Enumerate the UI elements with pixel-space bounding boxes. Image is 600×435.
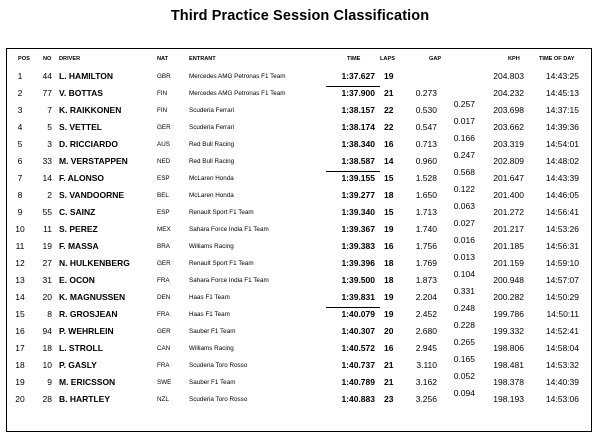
- entrant-cell: Sauber F1 Team: [189, 379, 236, 386]
- entrant-cell: Sahara Force India F1 Team: [189, 277, 269, 284]
- gap-cell: 1.713: [415, 207, 437, 217]
- table-row: [0, 323, 600, 340]
- car-number-cell: 14: [42, 173, 52, 183]
- position-cell: 17: [15, 343, 25, 353]
- time-of-day-cell: 14:45:13: [545, 88, 579, 98]
- table-row: [0, 391, 600, 408]
- header-kph: KPH: [508, 56, 520, 62]
- speed-cell: 203.662: [493, 122, 524, 132]
- speed-cell: 198.378: [493, 377, 524, 387]
- driver-name-cell: M. ERICSSON: [59, 377, 116, 387]
- car-number-cell: 10: [42, 360, 52, 370]
- gap-cell: 1.528: [415, 173, 437, 183]
- position-cell: 5: [17, 139, 23, 149]
- entrant-cell: Sahara Force India F1 Team: [189, 226, 269, 233]
- position-cell: 18: [15, 360, 25, 370]
- table-row: [0, 238, 600, 255]
- nationality-cell: NED: [157, 158, 171, 165]
- gap-cell: 0.960: [415, 156, 437, 166]
- nationality-cell: AUS: [157, 141, 170, 148]
- interval-value: 0.104: [453, 269, 475, 279]
- table-row: [0, 68, 600, 85]
- header-driver: DRIVER: [59, 56, 81, 62]
- position-cell: 14: [15, 292, 25, 302]
- entrant-cell: Scuderia Ferrari: [189, 107, 235, 114]
- nationality-cell: GBR: [157, 73, 171, 80]
- car-number-cell: 9: [47, 377, 52, 387]
- driver-name-cell: S. VANDOORNE: [59, 190, 125, 200]
- interval-value: 0.017: [453, 116, 475, 126]
- car-number-cell: 94: [42, 326, 52, 336]
- entrant-cell: Scuderia Toro Rosso: [189, 362, 248, 369]
- driver-name-cell: D. RICCIARDO: [59, 139, 119, 149]
- speed-cell: 201.217: [493, 224, 524, 234]
- car-number-cell: 2: [47, 190, 52, 200]
- table-row: [0, 136, 600, 153]
- driver-name-cell: M. VERSTAPPEN: [59, 156, 128, 166]
- interval-value: 0.122: [453, 184, 475, 194]
- interval-value: 0.228: [453, 320, 475, 330]
- gap-cell: 1.769: [415, 258, 437, 268]
- speed-cell: 200.948: [493, 275, 524, 285]
- position-cell: 2: [17, 88, 23, 98]
- car-number-cell: 5: [47, 122, 52, 132]
- driver-name-cell: V. BOTTAS: [59, 88, 103, 98]
- laps-cell: 21: [384, 88, 394, 98]
- page-title: Third Practice Session Classification: [170, 8, 430, 24]
- time-of-day-cell: 14:39:36: [545, 122, 579, 132]
- lap-time-cell: 1:39.277: [341, 190, 375, 200]
- time-of-day-cell: 14:43:39: [545, 173, 579, 183]
- driver-name-cell: E. OCON: [59, 275, 95, 285]
- time-group-divider: [326, 171, 380, 172]
- speed-cell: 204.803: [493, 71, 524, 81]
- gap-cell: 0.530: [415, 105, 437, 115]
- gap-cell: 1.740: [415, 224, 437, 234]
- nationality-cell: FRA: [157, 277, 170, 284]
- entrant-cell: Renault Sport F1 Team: [189, 209, 254, 216]
- lap-time-cell: 1:40.883: [341, 394, 375, 404]
- speed-cell: 198.481: [493, 360, 524, 370]
- car-number-cell: 19: [42, 241, 52, 251]
- speed-cell: 198.806: [493, 343, 524, 353]
- nationality-cell: MEX: [157, 226, 171, 233]
- position-cell: 1: [17, 71, 23, 81]
- entrant-cell: McLaren Honda: [189, 192, 234, 199]
- time-of-day-cell: 14:43:25: [545, 71, 579, 81]
- interval-value: 0.568: [453, 167, 475, 177]
- laps-cell: 19: [384, 292, 394, 302]
- speed-cell: 201.185: [493, 241, 524, 251]
- entrant-cell: Mercedes AMG Petronas F1 Team: [189, 90, 286, 97]
- speed-cell: 201.272: [493, 207, 524, 217]
- table-row: [0, 170, 600, 187]
- position-cell: 15: [15, 309, 25, 319]
- laps-cell: 21: [384, 377, 394, 387]
- table-row: [0, 221, 600, 238]
- nationality-cell: FRA: [157, 311, 170, 318]
- lap-time-cell: 1:38.157: [341, 105, 375, 115]
- table-row: [0, 306, 600, 323]
- car-number-cell: 18: [42, 343, 52, 353]
- laps-cell: 18: [384, 190, 394, 200]
- table-row: [0, 187, 600, 204]
- speed-cell: 198.193: [493, 394, 524, 404]
- gap-cell: [409, 68, 437, 85]
- entrant-cell: Scuderia Toro Rosso: [189, 396, 248, 403]
- nationality-cell: FIN: [157, 107, 168, 114]
- gap-cell: 1.873: [415, 275, 437, 285]
- header-entrant: ENTRANT: [189, 56, 216, 62]
- driver-name-cell: K. RAIKKONEN: [59, 105, 122, 115]
- lap-time-cell: 1:40.572: [341, 343, 375, 353]
- lap-time-cell: 1:39.367: [341, 224, 375, 234]
- lap-time-cell: 1:39.500: [341, 275, 375, 285]
- car-number-cell: 55: [42, 207, 52, 217]
- header-gap: GAP: [429, 56, 442, 62]
- nationality-cell: GER: [157, 260, 171, 267]
- car-number-cell: 3: [47, 139, 52, 149]
- gap-cell: 2.204: [415, 292, 437, 302]
- gap-cell: 3.256: [415, 394, 437, 404]
- car-number-cell: 28: [42, 394, 52, 404]
- table-row: [0, 102, 600, 119]
- nationality-cell: GER: [157, 124, 171, 131]
- car-number-cell: 7: [47, 105, 52, 115]
- time-of-day-cell: 14:58:04: [545, 343, 579, 353]
- car-number-cell: 27: [42, 258, 52, 268]
- lap-time-cell: 1:37.900: [341, 88, 375, 98]
- laps-cell: 19: [384, 71, 394, 81]
- car-number-cell: 44: [42, 71, 52, 81]
- interval-value: 0.331: [453, 286, 475, 296]
- time-group-divider: [326, 86, 380, 87]
- position-cell: 20: [15, 394, 25, 404]
- lap-time-cell: 1:40.737: [341, 360, 375, 370]
- driver-name-cell: F. ALONSO: [59, 173, 105, 183]
- nationality-cell: FIN: [157, 90, 168, 97]
- interval-value: 0.257: [453, 99, 475, 109]
- nationality-cell: FRA: [157, 362, 170, 369]
- entrant-cell: Williams Racing: [189, 243, 234, 250]
- gap-cell: 2.680: [415, 326, 437, 336]
- lap-time-cell: 1:38.587: [341, 156, 375, 166]
- driver-name-cell: P. GASLY: [59, 360, 97, 370]
- speed-cell: 203.319: [493, 139, 524, 149]
- time-of-day-cell: 14:52:41: [545, 326, 579, 336]
- position-cell: 8: [17, 190, 23, 200]
- entrant-cell: Red Bull Racing: [189, 141, 235, 148]
- laps-cell: 20: [384, 326, 394, 336]
- interval-value: 0.016: [453, 235, 475, 245]
- entrant-cell: Red Bull Racing: [189, 158, 235, 165]
- position-cell: 6: [17, 156, 23, 166]
- entrant-cell: Sauber F1 Team: [189, 328, 236, 335]
- driver-name-cell: K. MAGNUSSEN: [59, 292, 126, 302]
- nationality-cell: ESP: [157, 209, 170, 216]
- time-of-day-cell: 14:53:32: [545, 360, 579, 370]
- gap-cell: 2.452: [415, 309, 437, 319]
- position-cell: 12: [15, 258, 25, 268]
- speed-cell: 199.786: [493, 309, 524, 319]
- time-of-day-cell: 14:59:10: [545, 258, 579, 268]
- car-number-cell: 31: [42, 275, 52, 285]
- nationality-cell: BEL: [157, 192, 169, 199]
- entrant-cell: Haas F1 Team: [189, 294, 230, 301]
- nationality-cell: DEN: [157, 294, 171, 301]
- time-of-day-cell: 14:46:05: [545, 190, 579, 200]
- lap-time-cell: 1:38.174: [341, 122, 375, 132]
- time-of-day-cell: 14:56:31: [545, 241, 579, 251]
- nationality-cell: GER: [157, 328, 171, 335]
- entrant-cell: McLaren Honda: [189, 175, 234, 182]
- header-no: NO: [43, 56, 52, 62]
- speed-cell: 201.647: [493, 173, 524, 183]
- time-of-day-cell: 14:50:29: [545, 292, 579, 302]
- nationality-cell: CAN: [157, 345, 171, 352]
- gap-cell: 1.650: [415, 190, 437, 200]
- speed-cell: 201.400: [493, 190, 524, 200]
- entrant-cell: Williams Racing: [189, 345, 234, 352]
- position-cell: 19: [15, 377, 25, 387]
- entrant-cell: Haas F1 Team: [189, 311, 230, 318]
- nationality-cell: NZL: [157, 396, 169, 403]
- speed-cell: 200.282: [493, 292, 524, 302]
- driver-name-cell: P. WEHRLEIN: [59, 326, 114, 336]
- table-row: [0, 374, 600, 391]
- time-of-day-cell: 14:40:39: [545, 377, 579, 387]
- table-row: [0, 119, 600, 136]
- lap-time-cell: 1:37.627: [341, 71, 375, 81]
- entrant-cell: Renault Sport F1 Team: [189, 260, 254, 267]
- laps-cell: 18: [384, 275, 394, 285]
- car-number-cell: 33: [42, 156, 52, 166]
- laps-cell: 14: [384, 156, 394, 166]
- position-cell: 3: [17, 105, 23, 115]
- position-cell: 4: [17, 122, 23, 132]
- table-row: [0, 255, 600, 272]
- car-number-cell: 20: [42, 292, 52, 302]
- laps-cell: 15: [384, 207, 394, 217]
- table-row: [0, 204, 600, 221]
- table-row: [0, 357, 600, 374]
- speed-cell: 204.232: [493, 88, 524, 98]
- gap-cell: 2.945: [415, 343, 437, 353]
- laps-cell: 21: [384, 360, 394, 370]
- interval-value: 0.013: [453, 252, 475, 262]
- table-row: [0, 272, 600, 289]
- gap-cell: 0.273: [415, 88, 437, 98]
- nationality-cell: BRA: [157, 243, 170, 250]
- interval-value: 0.063: [453, 201, 475, 211]
- lap-time-cell: 1:39.396: [341, 258, 375, 268]
- interval-value: 0.248: [453, 303, 475, 313]
- driver-name-cell: B. HARTLEY: [59, 394, 110, 404]
- car-number-cell: 8: [47, 309, 52, 319]
- gap-cell: 1.756: [415, 241, 437, 251]
- gap-cell: 3.110: [416, 360, 437, 370]
- time-of-day-cell: 14:37:15: [545, 105, 579, 115]
- speed-cell: 201.159: [493, 258, 524, 268]
- speed-cell: 202.809: [493, 156, 524, 166]
- position-cell: 7: [17, 173, 23, 183]
- interval-value: 0.052: [453, 371, 475, 381]
- position-cell: 11: [15, 241, 25, 251]
- interval-value: 0.265: [453, 337, 475, 347]
- table-row: [0, 289, 600, 306]
- nationality-cell: SWE: [157, 379, 172, 386]
- driver-name-cell: C. SAINZ: [59, 207, 96, 217]
- driver-name-cell: S. VETTEL: [59, 122, 102, 132]
- position-cell: 10: [15, 224, 25, 234]
- nationality-cell: ESP: [157, 175, 170, 182]
- header-laps: LAPS: [380, 56, 395, 62]
- time-group-divider: [326, 307, 380, 308]
- driver-name-cell: L. HAMILTON: [59, 71, 113, 81]
- gap-cell: 0.547: [415, 122, 437, 132]
- position-cell: 9: [17, 207, 23, 217]
- time-of-day-cell: 14:57:07: [545, 275, 579, 285]
- time-of-day-cell: 14:53:06: [545, 394, 579, 404]
- interval-value: 0.247: [453, 150, 475, 160]
- position-cell: 16: [15, 326, 25, 336]
- lap-time-cell: 1:39.383: [341, 241, 375, 251]
- lap-time-cell: 1:38.340: [341, 139, 375, 149]
- lap-time-cell: 1:40.307: [341, 326, 375, 336]
- laps-cell: 16: [384, 139, 394, 149]
- interval-value: 0.094: [453, 388, 475, 398]
- table-row: [0, 340, 600, 357]
- time-of-day-cell: 14:54:01: [545, 139, 579, 149]
- car-number-cell: 11: [43, 224, 52, 234]
- laps-cell: 23: [384, 394, 394, 404]
- table-row: [0, 153, 600, 170]
- header-time: TIME: [347, 56, 361, 62]
- position-cell: 13: [15, 275, 25, 285]
- driver-name-cell: N. HULKENBERG: [59, 258, 130, 268]
- driver-name-cell: S. PEREZ: [59, 224, 98, 234]
- time-of-day-cell: 14:53:26: [545, 224, 579, 234]
- lap-time-cell: 1:40.789: [341, 377, 375, 387]
- driver-name-cell: L. STROLL: [59, 343, 103, 353]
- speed-cell: 199.332: [493, 326, 524, 336]
- time-of-day-cell: 14:48:02: [545, 156, 579, 166]
- table-row: [0, 85, 600, 102]
- laps-cell: 19: [384, 309, 394, 319]
- lap-time-cell: 1:39.340: [341, 207, 375, 217]
- header-nat: NAT: [157, 56, 169, 62]
- laps-cell: 15: [384, 173, 394, 183]
- time-of-day-cell: 14:50:11: [546, 309, 579, 319]
- speed-cell: 203.698: [493, 105, 524, 115]
- laps-cell: 19: [384, 224, 394, 234]
- interval-value: 0.027: [453, 218, 475, 228]
- entrant-cell: Mercedes AMG Petronas F1 Team: [189, 73, 286, 80]
- interval-value: 0.165: [453, 354, 475, 364]
- car-number-cell: 77: [42, 88, 52, 98]
- laps-cell: 16: [384, 343, 394, 353]
- laps-cell: 22: [384, 122, 394, 132]
- driver-name-cell: F. MASSA: [59, 241, 99, 251]
- time-of-day-cell: 14:56:41: [545, 207, 579, 217]
- laps-cell: 22: [384, 105, 394, 115]
- lap-time-cell: 1:39.831: [341, 292, 375, 302]
- entrant-cell: Scuderia Ferrari: [189, 124, 235, 131]
- laps-cell: 18: [384, 258, 394, 268]
- laps-cell: 16: [384, 241, 394, 251]
- driver-name-cell: R. GROSJEAN: [59, 309, 118, 319]
- interval-value: 0.166: [453, 133, 475, 143]
- gap-cell: 3.162: [415, 377, 437, 387]
- gap-cell: 0.713: [415, 139, 437, 149]
- lap-time-cell: 1:39.155: [341, 173, 375, 183]
- lap-time-cell: 1:40.079: [341, 309, 375, 319]
- header-pos: POS: [18, 56, 30, 62]
- header-time-of-day: TIME OF DAY: [539, 56, 575, 62]
